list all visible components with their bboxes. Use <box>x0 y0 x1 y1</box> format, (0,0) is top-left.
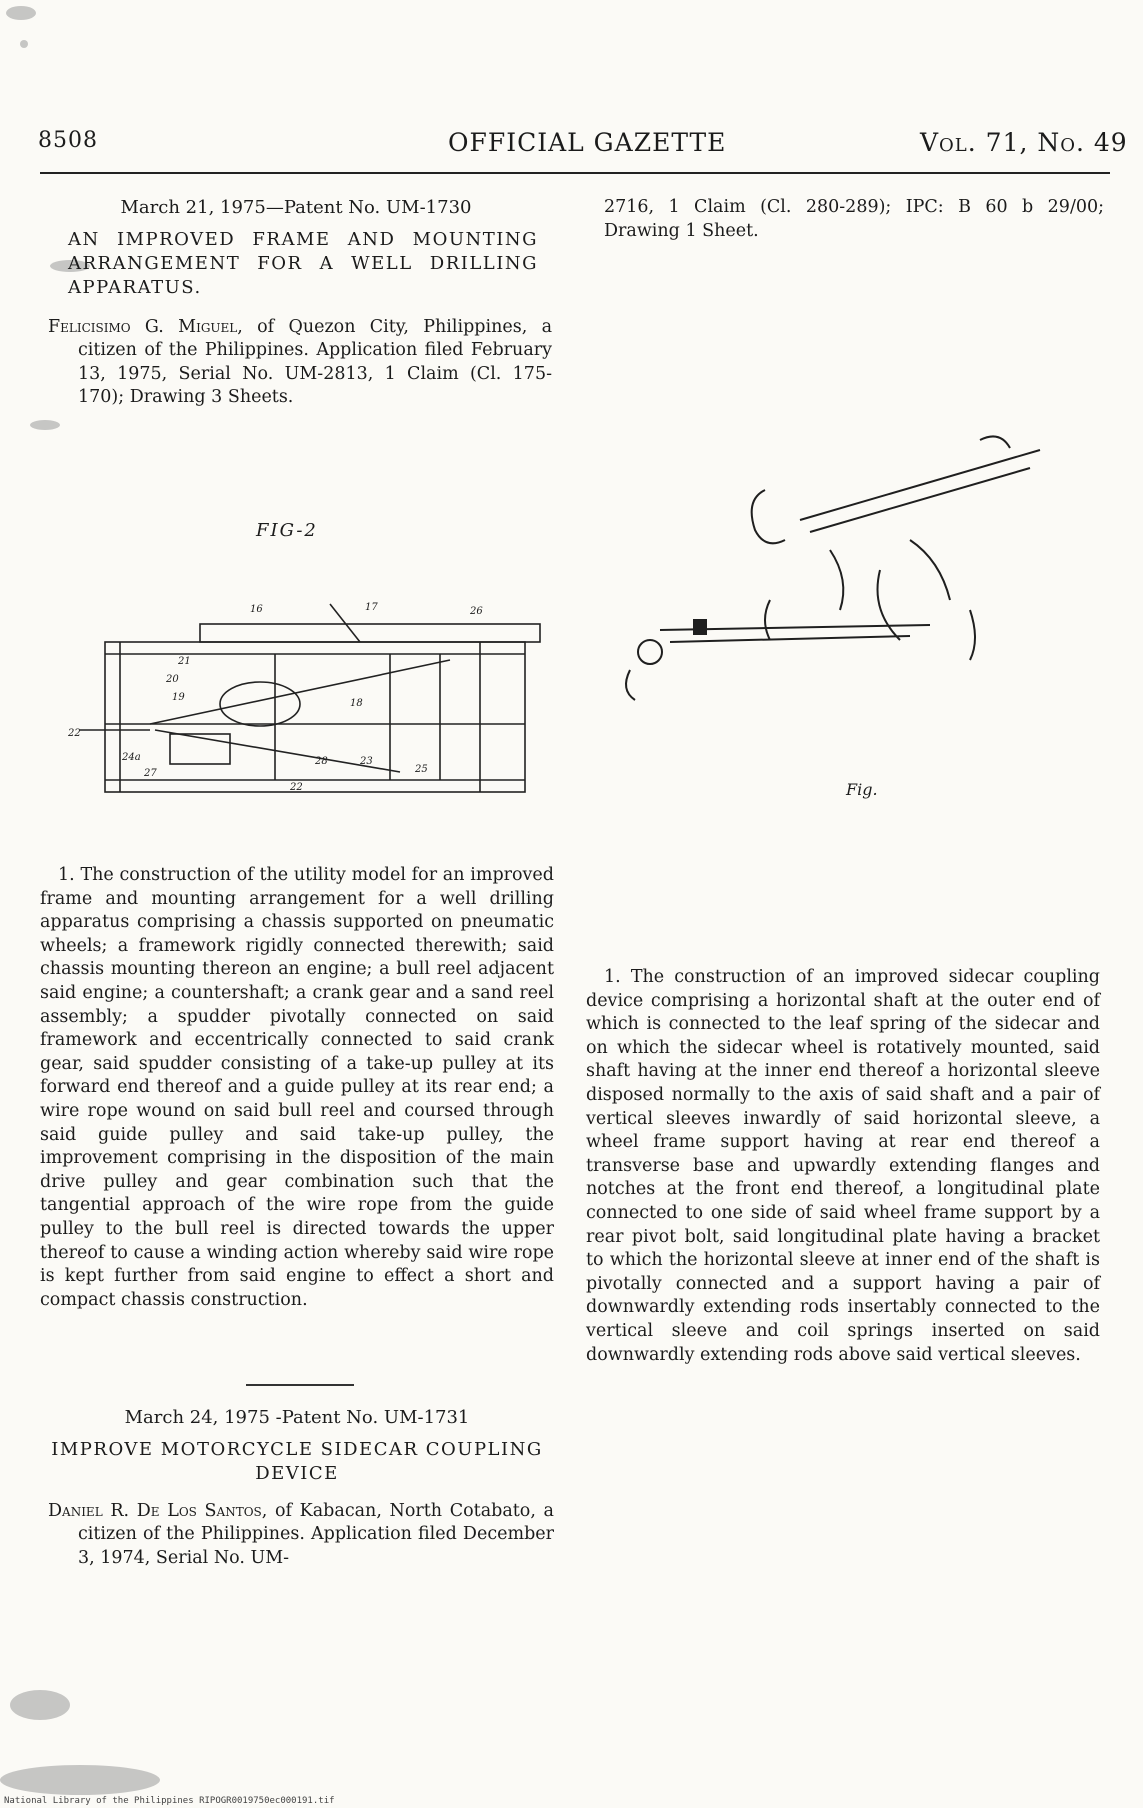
entry-um-1731 <box>40 1406 554 1570</box>
figure-label: FIG-2 <box>256 520 318 541</box>
entry-date-patent: March 24, 1975 -Patent No. UM-1731 <box>124 1407 470 1428</box>
entry-claim: 1. The construction of an improved sidecar coupling device comprising a horizontal shaft at the outer end of which is connected to the leaf spring of the sidecar and on which the sidecar wheel is rotatively mounted, said shaft having at the inner end thereof a horizontal sleeve disposed normally to the axis of said shaft and a pair of vertical sleeves inwardly of said horizontal sleeve, a wheel frame support having at rear end thereof a transverse base and upwardly extending flanges and notches at the front end thereof, a longitudinal plate connected to one side of said wheel frame support by a rear pivot bolt, said longitudinal plate having a bracket to which the horizontal sleeve at inner end of the shaft is pivotally connected and a support having a pair of downwardly extending rods insertably connected to the vertical sleeve and coil springs inserted on said downwardly extending rods above said vertical sleeves. <box>586 967 1100 1365</box>
entry-title: AN IMPROVED FRAME AND MOUNTING ARRANGEMENT FOR A WELL DRILLING APPARATUS. <box>68 228 538 298</box>
publication-title: OFFICIAL GAZETTE <box>448 128 727 157</box>
entry-date-patent: March 21, 1975—Patent No. UM-1730 <box>120 197 472 218</box>
applicant-info: , of Quezon City, Philippines, a citizen of the Philippines. Application filed February 13, 1975, Serial No. UM-2813, 1 Claim (Cl. 175-170); Drawing 3 Sheets. <box>78 316 553 408</box>
ref-number: 22 <box>290 782 303 793</box>
ref-number: 20 <box>166 674 179 685</box>
page-number: 8508 <box>38 128 98 153</box>
entry-separator <box>246 1384 354 1386</box>
ref-number: 22 <box>68 728 81 739</box>
patent-drawing-fig-2 <box>60 520 560 800</box>
archive-footer: National Library of the Philippines RIPOGR0019750ec000191.tif <box>4 1796 335 1806</box>
ref-number: 16 <box>250 604 263 615</box>
header-rule <box>40 172 1110 174</box>
volume-number: Vol. 71, No. 49 <box>920 128 1128 157</box>
ref-number: 19 <box>172 692 185 703</box>
scan-noise <box>10 1690 70 1720</box>
ref-number: 18 <box>350 698 363 709</box>
ref-number: 27 <box>144 768 157 779</box>
inventor-name: Felicisimo G. Miguel <box>48 316 238 337</box>
ref-number: 24a <box>122 752 141 763</box>
ref-number: 21 <box>178 656 191 667</box>
entry-applicant <box>40 1500 554 1571</box>
ref-number: 23 <box>360 756 373 767</box>
patent-drawing-sidecar <box>610 420 1090 810</box>
figure-label: Fig. <box>846 780 878 799</box>
scan-noise <box>0 1765 160 1795</box>
entry-applicant <box>40 316 552 410</box>
scan-noise <box>6 6 36 20</box>
entry-um-1730 <box>40 196 552 410</box>
ref-number: 17 <box>365 602 378 613</box>
applicant-info: , of Kabacan, North Cotabato, a citizen of the Philippines. Application filed December 3, 1974, Serial No. UM- <box>78 1500 554 1568</box>
entry-continuation: 2716, 1 Claim (Cl. 280-289); IPC: B 60 b 29/00; Drawing 1 Sheet. <box>604 197 1104 241</box>
ref-number: 28 <box>315 756 328 767</box>
sidecar-diagram <box>610 420 1090 780</box>
scan-noise <box>20 40 28 48</box>
ref-number: 25 <box>415 764 428 775</box>
scan-noise <box>30 420 60 430</box>
ref-number: 26 <box>470 606 483 617</box>
entry-claim: 1. The construction of the utility model for an improved frame and mounting arrangement for a well drilling apparatus comprising a chassis supported on pneumatic wheels; a framework rigidly connected therewith; said chassis mounting thereon an engine; a bull reel adjacent said engine; a countershaft; a crank gear and a sand reel assembly; a spudder pivotally connected on said framework and eccentrically connected to said crank gear, said spudder consisting of a take-up pulley at its forward end thereof and a guide pulley at its rear end; a wire rope wound on said bull reel and coursed through said guide pulley and said take-up pulley, the improvement comprising in the disposition of the main drive pulley and gear combination such that the tangential approach of the wire rope from the guide pulley to the bull reel is directed towards the upper thereof to cause a winding action whereby said wire rope is kept further from said engine to effect a short and compact chassis construction. <box>40 865 554 1310</box>
frame-diagram <box>60 544 560 804</box>
entry-title: IMPROVE MOTORCYCLE SIDECAR COUPLING DEVICE <box>51 1438 543 1484</box>
inventor-name: Daniel R. De Los Santos <box>48 1500 262 1521</box>
